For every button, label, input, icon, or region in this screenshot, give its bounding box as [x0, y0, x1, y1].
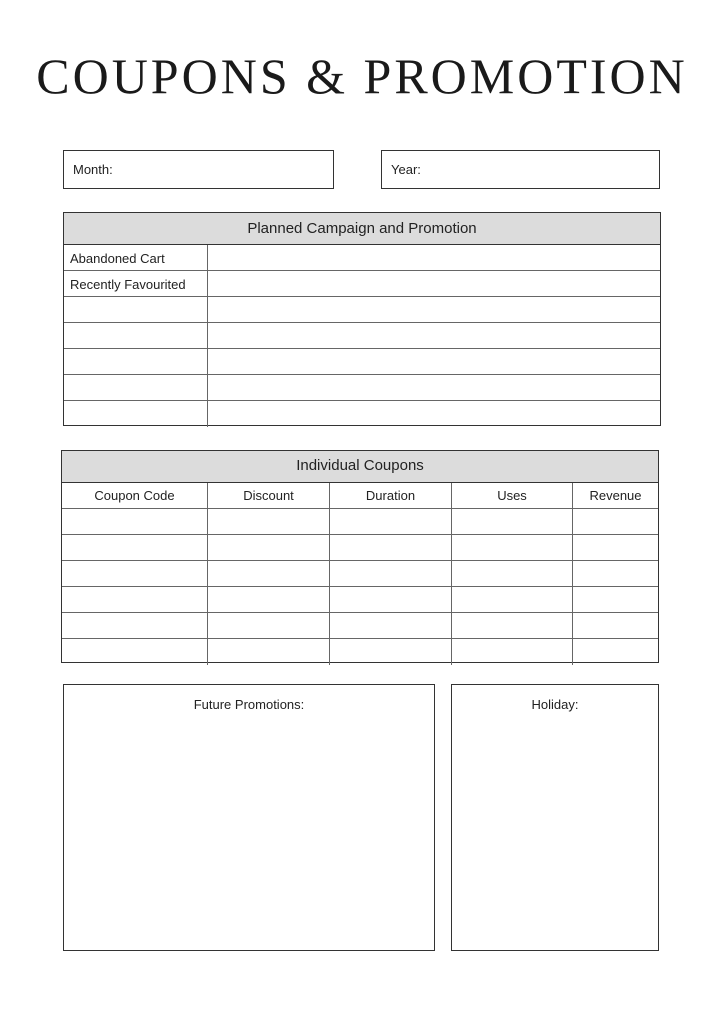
campaign-detail-cell[interactable]	[208, 401, 660, 427]
table-row	[64, 349, 660, 375]
future-promotions-box[interactable]	[63, 684, 435, 951]
month-label: Month:	[73, 162, 113, 177]
campaign-name-cell[interactable]	[64, 375, 208, 400]
future-promotions-label: Future Promotions:	[193, 697, 305, 712]
table-cell[interactable]	[62, 535, 208, 560]
table-cell[interactable]	[208, 535, 330, 560]
table-cell[interactable]	[208, 639, 330, 665]
month-field[interactable]	[63, 150, 334, 189]
table-cell[interactable]	[330, 561, 452, 586]
table-cell[interactable]	[573, 613, 658, 638]
column-header-discount: Discount	[208, 483, 330, 508]
table-row	[64, 297, 660, 323]
column-header-duration: Duration	[330, 483, 452, 508]
table-cell[interactable]	[62, 639, 208, 665]
table-cell[interactable]	[573, 509, 658, 534]
table-cell[interactable]	[208, 561, 330, 586]
table-cell[interactable]	[573, 587, 658, 612]
table-cell[interactable]	[330, 587, 452, 612]
table-cell[interactable]	[573, 561, 658, 586]
table-row	[62, 639, 658, 665]
year-field[interactable]	[381, 150, 660, 189]
table-cell[interactable]	[330, 639, 452, 665]
table-cell[interactable]	[573, 535, 658, 560]
column-header-revenue: Revenue	[589, 488, 642, 503]
table-cell[interactable]	[330, 535, 452, 560]
table-row	[62, 587, 658, 613]
campaign-name-cell[interactable]	[64, 297, 208, 322]
table-cell[interactable]	[62, 613, 208, 638]
column-header-uses: Uses	[452, 483, 573, 508]
campaign-name-cell[interactable]	[64, 349, 208, 374]
holiday-box[interactable]	[451, 684, 659, 951]
table-cell[interactable]	[330, 613, 452, 638]
column-header-coupon-code: Coupon Code	[62, 483, 208, 508]
table-row	[64, 245, 660, 271]
table-cell[interactable]	[452, 535, 573, 560]
table-cell[interactable]	[452, 509, 573, 534]
table-row	[62, 535, 658, 561]
table-cell[interactable]	[208, 509, 330, 534]
campaign-header: Planned Campaign and Promotion	[64, 213, 660, 245]
campaign-detail-cell[interactable]	[208, 349, 660, 374]
table-row	[64, 271, 660, 297]
table-row	[62, 561, 658, 587]
campaign-name-cell[interactable]: Recently Favourited	[64, 271, 208, 296]
coupons-column-header-row	[62, 483, 658, 509]
campaign-detail-cell[interactable]	[208, 323, 660, 348]
table-cell[interactable]	[208, 587, 330, 612]
table-cell[interactable]	[62, 509, 208, 534]
table-cell[interactable]	[62, 561, 208, 586]
year-label: Year:	[391, 162, 421, 177]
table-cell[interactable]	[452, 639, 573, 665]
table-row	[64, 401, 660, 427]
campaign-name-cell[interactable]: Abandoned Cart	[64, 245, 208, 270]
campaign-detail-cell[interactable]	[208, 245, 660, 270]
table-cell[interactable]	[62, 587, 208, 612]
table-row	[64, 375, 660, 401]
table-row	[62, 509, 658, 535]
table-cell[interactable]	[330, 509, 452, 534]
campaign-detail-cell[interactable]	[208, 297, 660, 322]
campaign-detail-cell[interactable]	[208, 271, 660, 296]
holiday-label: Holiday:	[531, 697, 579, 712]
campaign-name-cell[interactable]	[64, 401, 208, 427]
coupons-header: Individual Coupons	[62, 451, 658, 483]
table-row	[62, 613, 658, 639]
campaign-table	[63, 212, 661, 426]
page-title: COUPONS & PROMOTION	[36, 48, 688, 104]
table-cell[interactable]	[452, 587, 573, 612]
table-row	[64, 323, 660, 349]
table-cell[interactable]	[452, 613, 573, 638]
table-cell[interactable]	[208, 613, 330, 638]
coupons-table	[61, 450, 659, 663]
campaign-name-cell[interactable]	[64, 323, 208, 348]
campaign-detail-cell[interactable]	[208, 375, 660, 400]
table-cell[interactable]	[452, 561, 573, 586]
table-cell[interactable]	[573, 639, 658, 665]
